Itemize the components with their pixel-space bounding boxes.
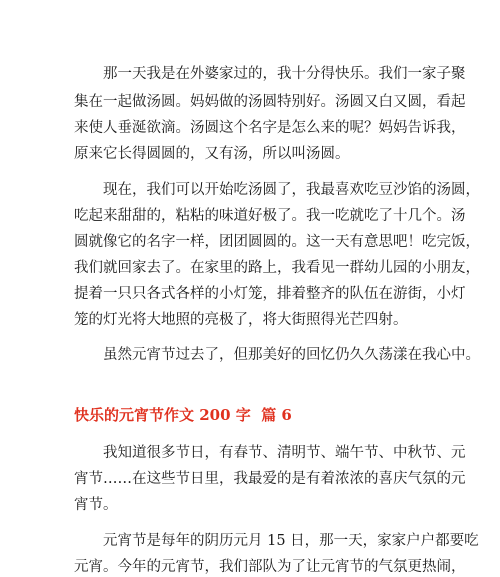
paragraph-1-line-3: 来使人垂涎欲滴。汤圆这个名字是怎么来的呢？妈妈告诉我， (74, 120, 466, 136)
paragraph-1-line-1: 那一天我是在外婆家过的，我十分得快乐。我们一家子聚 (103, 66, 466, 82)
paragraph-3-line-1: 虽然元宵节过去了，但那美好的回忆仍久久荡漾在我心中。 (103, 347, 480, 363)
paragraph-4-line-1: 我知道很多节日，有春节、清明节、端午节、中秋节、元 (103, 445, 466, 461)
paragraph-1-line-2: 集在一起做汤圆。妈妈做的汤圆特别好。汤圆又白又圆，看起 (74, 94, 466, 110)
paragraph-2-line-4: 我们就回家去了。在家里的路上，我看见一群幼儿园的小朋友， (74, 260, 480, 276)
paragraph-2-line-1: 现在，我们可以开始吃汤圆了，我最喜欢吃豆沙馅的汤圆， (103, 182, 480, 198)
paragraph-2-line-2: 吃起来甜甜的，粘粘的味道好极了。我一吃就吃了十几个。汤 (74, 208, 466, 224)
paragraph-4-line-2: 宵节……在这些节日里，我最爱的是有着浓浓的喜庆气氛的元 (74, 471, 466, 487)
section-heading: 快乐的元宵节作文 200 字 篇 6 (74, 406, 292, 424)
paragraph-2-line-3: 圆就像它的名字一样，团团圆圆的。这一天有意思吧！吃完饭， (74, 234, 480, 250)
paragraph-5-line-1: 元宵节是每年的阴历元月 15 日，那一天，家家户户都要吃 (103, 533, 479, 549)
paragraph-1-line-4: 原来它长得圆圆的，又有汤，所以叫汤圆。 (74, 146, 350, 162)
paragraph-5-line-2: 元宵。今年的元宵节，我们部队为了让元宵节的气氛更热闹， (74, 559, 466, 575)
paragraph-2-line-5: 提着一只只各式各样的小灯笼，排着整齐的队伍在游街，小灯 (74, 286, 466, 302)
paragraph-2-line-6: 笼的灯光将大地照的亮极了，将大街照得光芒四射。 (74, 312, 408, 328)
paragraph-4-line-3: 宵节。 (74, 497, 118, 513)
